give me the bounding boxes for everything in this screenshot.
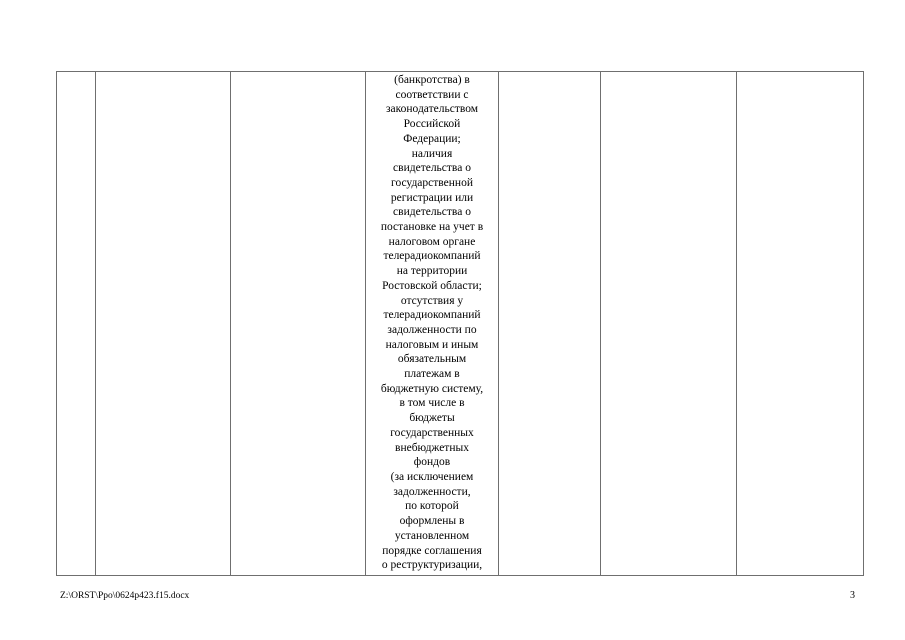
text-line: Федерации; <box>403 132 461 145</box>
table-row <box>57 72 864 576</box>
text-line: наличия <box>411 147 453 160</box>
text-line: платежам в <box>404 368 460 381</box>
text-line: государственной <box>391 176 473 189</box>
text-line: установленном <box>394 529 470 542</box>
text-line: соответствии с <box>395 88 469 101</box>
text-line: порядке соглашения <box>382 544 482 557</box>
text-line: оформлены в <box>399 515 465 528</box>
text-line: задолженности, <box>393 485 471 498</box>
text-line: о реструктуризации, <box>381 559 483 572</box>
text-line: законодательством <box>385 103 479 116</box>
table-cell-3 <box>231 72 366 576</box>
text-line: бюджетную систему, <box>380 382 484 395</box>
text-line: Ростовской области; <box>382 279 482 292</box>
text-line: обязательным <box>397 353 467 366</box>
text-line: телерадиокомпаний <box>383 309 481 322</box>
table-cell-number <box>57 72 96 576</box>
text-line: постановке на учет в <box>380 221 484 234</box>
text-line: регистрации или <box>390 191 474 204</box>
text-line: фондов <box>413 456 451 469</box>
text-line: Российской <box>403 118 461 131</box>
document-table <box>56 71 864 576</box>
footer-file-path: Z:\ORST\Ppo\0624p423.f15.docx <box>60 591 190 601</box>
text-line: свидетельства о <box>393 162 471 175</box>
text-line: налоговом органе <box>388 235 476 248</box>
text-line: в том числе в <box>399 397 465 410</box>
text-line: (банкротства) в <box>394 74 470 86</box>
table-cell-requirements <box>366 72 499 576</box>
text-line: бюджеты <box>409 412 455 425</box>
table-cell-5 <box>499 72 601 576</box>
table-cell-6 <box>601 72 737 576</box>
text-line: задолженности по <box>387 323 477 336</box>
text-line: государственных <box>390 426 474 439</box>
text-line: внебюджетных <box>395 441 469 454</box>
table-cell-2 <box>96 72 231 576</box>
text-line: на территории <box>396 265 468 278</box>
requirements-text <box>366 72 498 573</box>
text-line: по которой <box>405 500 459 513</box>
text-line: отсутствия у <box>400 294 464 307</box>
text-line: (за исключением <box>390 470 474 483</box>
text-line: свидетельства о <box>393 206 471 219</box>
text-line: телерадиокомпаний <box>383 250 481 263</box>
table-cell-7 <box>737 72 864 576</box>
footer-page-number: 3 <box>850 590 855 601</box>
text-line: налоговым и иным <box>385 338 479 351</box>
